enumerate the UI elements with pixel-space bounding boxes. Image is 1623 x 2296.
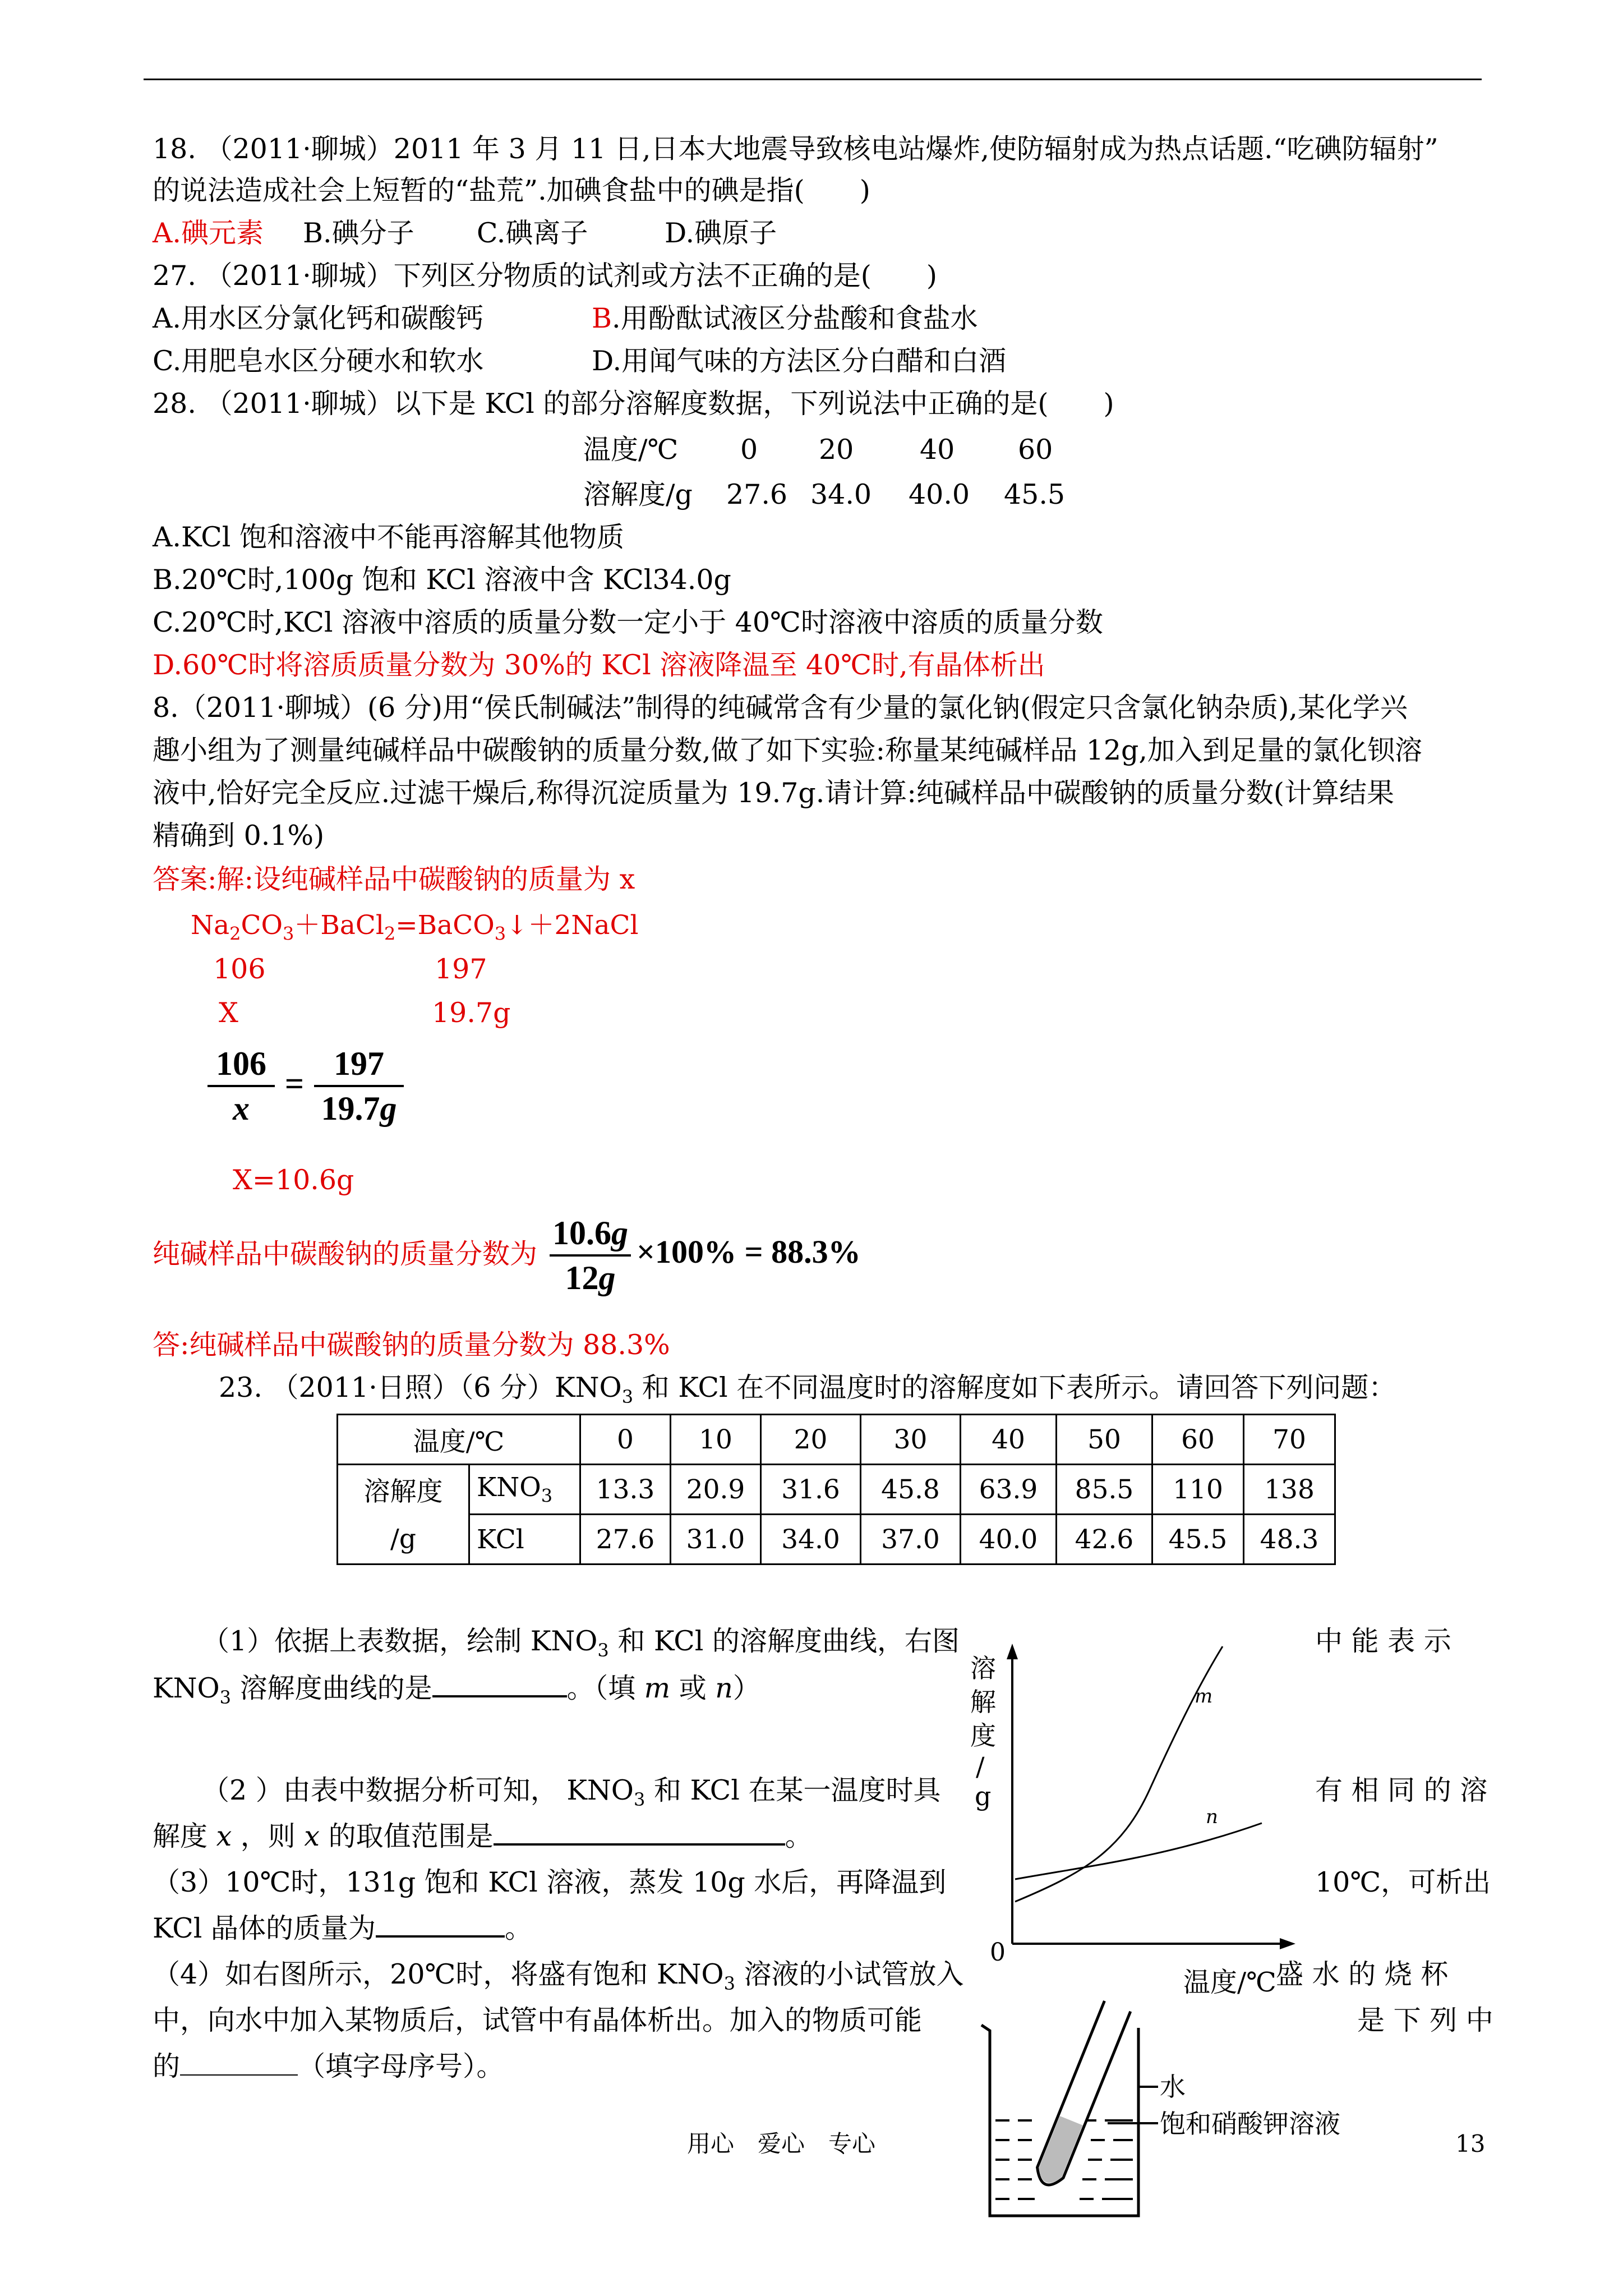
q8-line4: 精确到 0.1%) — [153, 820, 325, 852]
q28-option-c: C.20℃时,KCl 溶液中溶质的质量分数一定小于 40℃时溶液中溶质的质量分数 — [153, 606, 1103, 638]
q23-part1-line2: $KNO_3$ 溶解度曲线的是 。（填 m 或 n） — [153, 1669, 760, 1717]
table-row: 温度/℃ 0 10 20 30 40 50 60 70 — [338, 1415, 1335, 1465]
q8-line1: 8.（2011·聊城）(6 分)用“侯氏制碱法”制得的纯碱常含有少量的氯化钠(假定只含氯化钠杂质),某化学兴 — [153, 692, 1408, 724]
q28-temp-60: 60 — [1018, 434, 1053, 466]
q23-line1: 23. （2011·日照）（6 分）$KNO_3$ 和 KCl 在不同温度时的溶解度如下表所示。请回答下列问题： — [219, 1372, 1396, 1407]
q23-part3-line1: （3）10℃时，131g 饱和 KCl 溶液，蒸发 10g 水后，再降温到 — [153, 1866, 947, 1898]
q23-part4-right1: 盛 水 的 烧 杯 — [1276, 1958, 1449, 1990]
q8-molar-mass-na2co3: 106 — [213, 953, 266, 985]
q8-percent-label: 纯碱样品中碳酸钠的质量分数为 — [153, 1238, 538, 1270]
solution-label: 饱和硝酸钾溶液 — [1160, 2109, 1340, 2139]
q28-option-d: D.60℃时将溶质质量分数为 30%的 KCl 溶液降温至 40℃时,有晶体析出 — [153, 649, 1045, 681]
q8-equation: $Na_2CO_3+BaCl_2=BaCO_3↓+2NaCl$ — [191, 910, 639, 945]
q28-temp-0: 0 — [740, 434, 758, 466]
q8-mass-precipitate: 19.7g — [432, 997, 511, 1029]
q28-temp-40: 40 — [920, 434, 955, 466]
q23-part2-line2: 解度 x ，则 x 的取值范围是 。 — [153, 1818, 813, 1856]
water-label: 水 — [1160, 2072, 1186, 2102]
curve-n — [1015, 1823, 1262, 1879]
q8-answer-intro: 答案:解:设纯碱样品中碳酸钠的质量为 x — [153, 863, 635, 895]
q18-line1: 18. （2011·聊城）2011 年 3 月 11 日,日本大地震导致核电站爆炸,使防辐射成为热点话题.“吃碘防辐射” — [153, 133, 1438, 165]
q27-option-c: C.用肥皂水区分硬水和软水 — [153, 345, 484, 377]
q28-option-b: B.20℃时,100g 饱和 KCl 溶液中含 KCl34.0g — [153, 564, 731, 596]
q23-part1-right: 中 能 表 示 — [1315, 1625, 1451, 1657]
q23-part2-right: 有 相 同 的 溶 — [1315, 1774, 1488, 1806]
origin-label: 0 — [990, 1938, 1006, 1967]
q23-part4-right2: 是 下 列 中 — [1357, 2004, 1493, 2036]
q23-part3-right: 10℃，可析出 — [1315, 1866, 1491, 1898]
q18-option-b: B.碘分子 — [303, 217, 414, 249]
q18-option-d: D.碘原子 — [665, 217, 777, 249]
q8-percent-fraction: 10.6g 12g — [550, 1212, 631, 1299]
beaker-diagram — [970, 1997, 1352, 2233]
solubility-table — [336, 1414, 1336, 1565]
q27-option-b-text: .用酚酞试液区分盐酸和食盐水 — [612, 302, 978, 334]
solubility-curve-graph — [959, 1638, 1307, 1997]
q8-molar-mass-baco3: 197 — [435, 953, 487, 985]
q18-option-c: C.碘离子 — [477, 217, 588, 249]
q27-option-b — [592, 300, 978, 338]
q23-part4-line3: 的 （填字母序号）。 — [153, 2050, 504, 2082]
q23-part2-line1: （2 ）由表中数据分析可知， $KNO_3$ 和 KCl 在某一温度时具 — [202, 1774, 941, 1810]
table-row: /g KCl 27.6 31.0 34.0 37.0 40.0 42.6 45.5 48.3 — [338, 1515, 1335, 1565]
q28-option-a: A.KCl 饱和溶液中不能再溶解其他物质 — [153, 521, 624, 553]
q28-temp-20: 20 — [819, 434, 854, 466]
y-label-char: g — [975, 1781, 992, 1811]
q18-option-a: A.碘元素 — [153, 217, 264, 249]
q18-line2: 的说法造成社会上短暂的“盐荒”.加碘食盐中的碘是指( ) — [153, 174, 870, 206]
curve-m — [1015, 1646, 1223, 1902]
curve-m-label: m — [1195, 1685, 1213, 1708]
x-axis-arrow-icon — [1280, 1938, 1295, 1949]
q27-option-b-letter: B — [592, 302, 612, 334]
q8-proportion-equals: = — [284, 1065, 305, 1102]
q23-part3-line2: KCl 晶体的质量为 。 — [153, 1910, 532, 1948]
q8-proportion-right: 197 19.7g — [314, 1042, 404, 1130]
header-rule — [144, 79, 1482, 80]
q8-final-answer: 答:纯碱样品中碳酸钠的质量分数为 88.3% — [153, 1329, 670, 1361]
test-tube-icon — [1032, 2001, 1131, 2189]
y-label-char: / — [976, 1751, 985, 1782]
footer-motto: 用心 爱心 专心 — [687, 2130, 876, 2157]
q23-part1-line1: （1）依据上表数据，绘制 $KNO_3$ 和 KCl 的溶解度曲线，右图 — [202, 1625, 960, 1661]
q8-unknown-x: X — [219, 997, 238, 1029]
q27-line1: 27. （2011·聊城）下列区分物质的试剂或方法不正确的是( ) — [153, 260, 938, 292]
y-label-char: 度 — [970, 1720, 996, 1751]
y-axis-arrow-icon — [1007, 1644, 1018, 1659]
table-row: 溶解度 $KNO_3$ 13.3 20.9 31.6 45.8 63.9 85.5 110 138 — [338, 1465, 1335, 1515]
q8-proportion-left: 106 x — [208, 1042, 275, 1130]
q27-option-a: A.用水区分氯化钙和碳酸钙 — [153, 302, 483, 334]
q23-part3-blank[interactable] — [376, 1910, 505, 1938]
q8-line3: 液中,恰好完全反应.过滤干燥后,称得沉淀质量为 19.7g.请计算:纯碱样品中碳酸钠的质量分数(计算结果 — [153, 777, 1394, 809]
q23-part4-line1: （4）如右图所示，20℃时，将盛有饱和 $KNO_3$ 溶液的小试管放入 — [153, 1958, 964, 1994]
q23-part4-blank[interactable] — [180, 2052, 298, 2076]
q28-sol-20: 34.0 — [810, 478, 872, 510]
q28-sol-60: 45.5 — [1004, 478, 1066, 510]
q28-temp-label: 温度/℃ — [583, 434, 679, 466]
q27-option-d: D.用闻气味的方法区分白醋和白酒 — [592, 345, 1007, 377]
q28-line1: 28. （2011·聊城）以下是 KCl 的部分溶解度数据，下列说法中正确的是( ) — [153, 388, 1114, 420]
q23-part4-line2: 中，向水中加入某物质后，试管中有晶体析出。加入的物质可能 — [153, 2004, 923, 2036]
page-number: 13 — [1455, 2130, 1486, 2157]
q8-line2: 趣小组为了测量纯碱样品中碳酸钠的质量分数,做了如下实验:称量某纯碱样品 12g,加入到足量的氯化钡溶 — [153, 734, 1422, 766]
y-label-char: 溶 — [970, 1653, 996, 1683]
q28-sol-0: 27.6 — [726, 478, 788, 510]
q23-part2-blank[interactable] — [494, 1818, 785, 1846]
q28-sol-label: 溶解度/g — [583, 478, 693, 510]
curve-n-label: n — [1206, 1806, 1218, 1828]
q23-part1-blank[interactable] — [432, 1669, 567, 1697]
q28-sol-40: 40.0 — [909, 478, 970, 510]
q8-x-result: X=10.6g — [233, 1164, 354, 1196]
y-label-char: 解 — [970, 1687, 996, 1717]
q8-percent-result: ×100% = 88.3% — [637, 1234, 861, 1270]
x-axis-label: 温度/℃ — [1183, 1967, 1276, 1997]
